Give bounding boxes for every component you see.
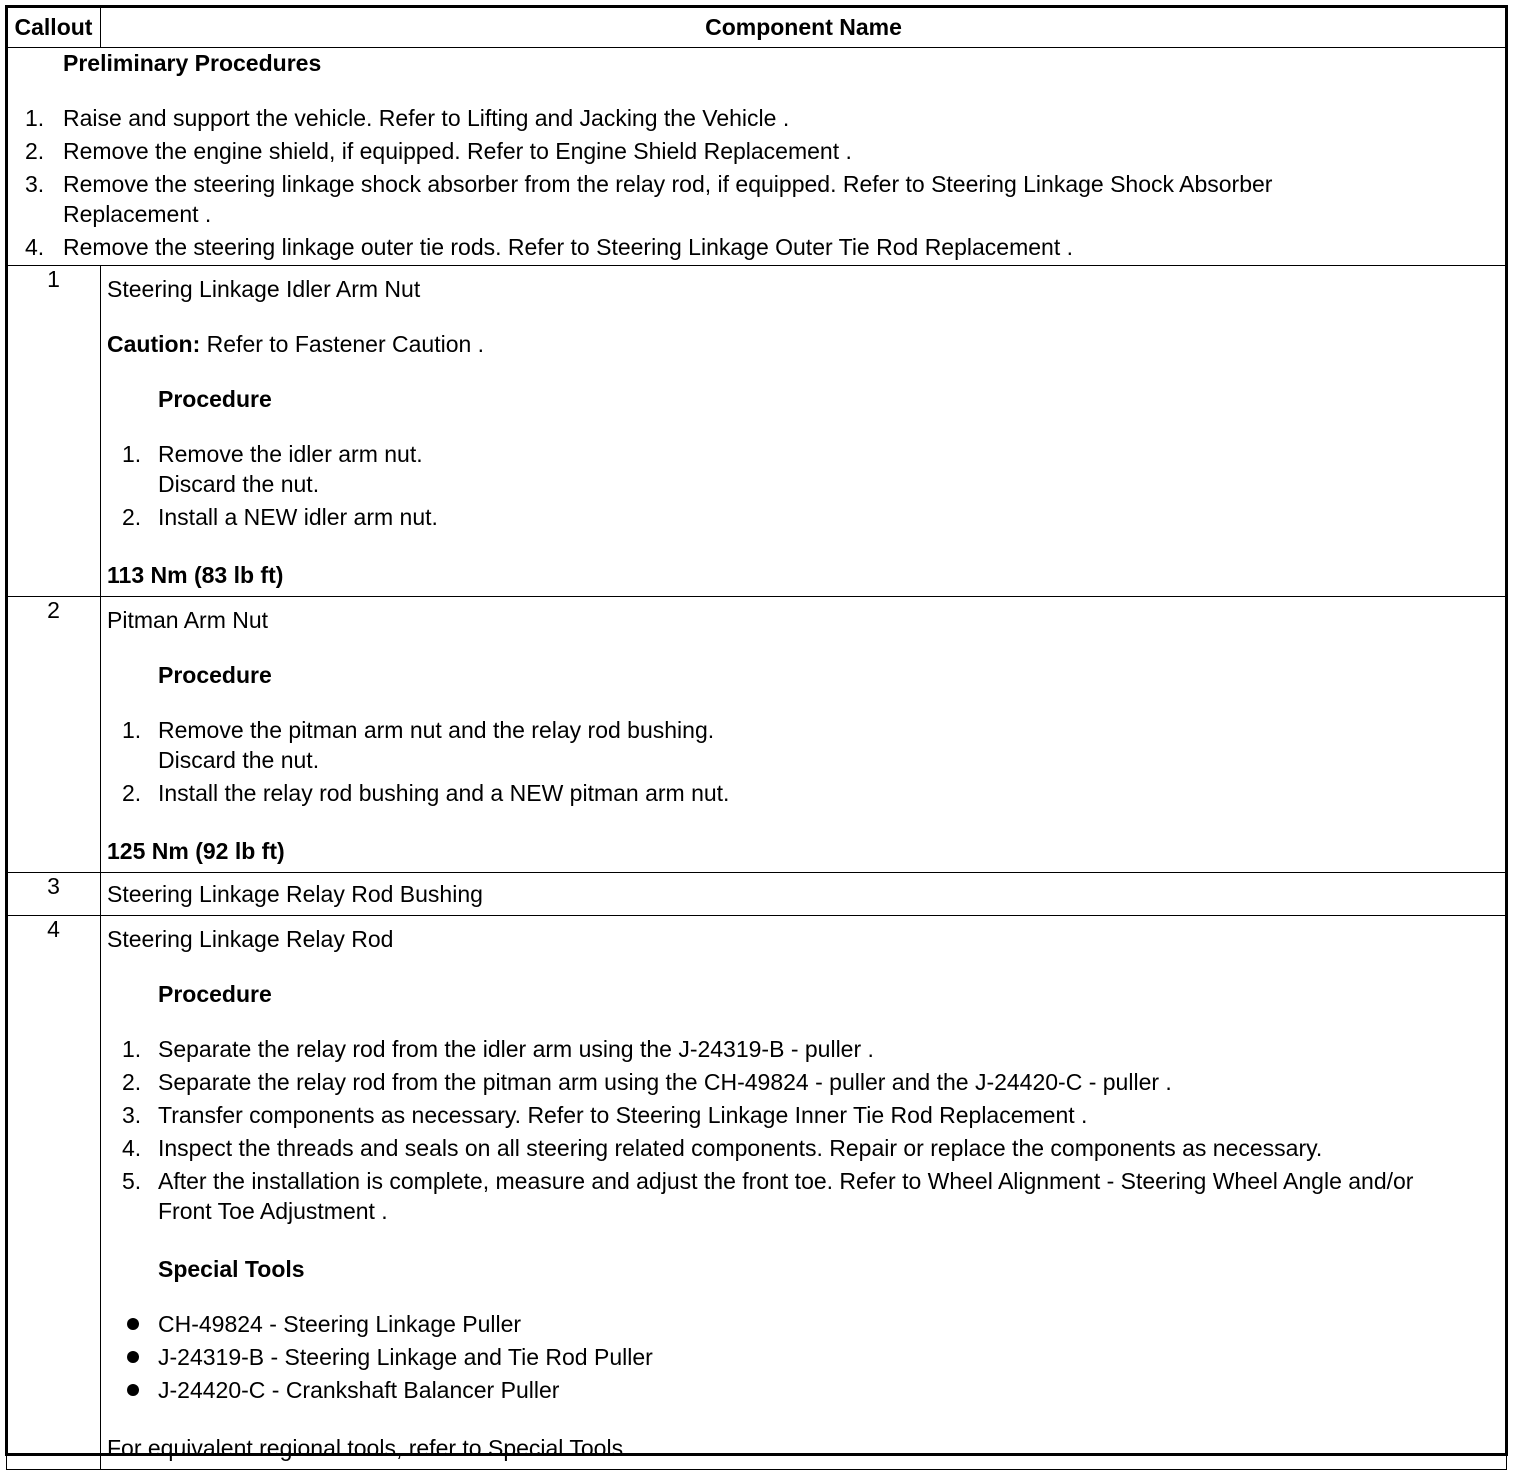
special-tools-title: Special Tools <box>158 1256 305 1282</box>
procedure-title: Procedure <box>158 981 272 1007</box>
preliminary-procedures <box>7 48 1507 266</box>
bullet-icon <box>127 1318 139 1330</box>
component-name: Steering Linkage Idler Arm Nut <box>107 276 421 302</box>
component-name: Pitman Arm Nut <box>107 607 269 633</box>
component-cell <box>101 873 1507 916</box>
component-name: Steering Linkage Relay Rod Bushing <box>107 881 483 907</box>
list-item: 2. Remove the engine shield, if equipped. Refer to Engine Shield Replacement . <box>25 138 852 164</box>
list-item: 2. Install the relay rod bushing and a NEW pitman arm nut. <box>122 780 730 806</box>
component-cell <box>101 597 1507 873</box>
header-row <box>7 7 1507 48</box>
list-item: 4. Remove the steering linkage outer tie rods. Refer to Steering Linkage Outer Tie Rod Replacement . <box>25 234 1073 260</box>
bullet-icon <box>127 1351 139 1363</box>
callout-cell: 3 <box>7 873 101 916</box>
list-item: 2. Install a NEW idler arm nut. <box>122 504 438 530</box>
component-name-header: Component Name <box>101 7 1507 48</box>
torque-spec: 113 Nm (83 lb ft) <box>107 562 284 588</box>
special-tools-list <box>107 1309 1500 1405</box>
list-item: 3. Remove the steering linkage shock absorber from the relay rod, if equipped. Refer to Steering Linkage Shock Absorber Replacement . <box>25 171 1273 227</box>
table-row <box>7 266 1507 597</box>
callout-cell: 2 <box>7 597 101 873</box>
component-table <box>6 6 1507 1470</box>
list-item: 3. Transfer components as necessary. Refer to Steering Linkage Inner Tie Rod Replacement . <box>122 1102 1088 1128</box>
list-item: 2. Separate the relay rod from the pitman arm using the CH-49824 - puller and the J-24420-C - puller . <box>122 1069 1172 1095</box>
preliminary-steps <box>7 103 1506 262</box>
list-item: 1. Remove the idler arm nut. Discard the nut. <box>122 441 423 497</box>
list-item: 4. Inspect the threads and seals on all steering related components. Repair or replace the components as necessary. <box>122 1135 1323 1161</box>
table-row <box>7 873 1507 916</box>
component-cell <box>101 916 1507 1470</box>
procedure-steps <box>107 715 1500 808</box>
list-item: J-24319-B - Steering Linkage and Tie Rod Puller <box>107 1342 1500 1372</box>
caution: Caution: Refer to Fastener Caution . <box>107 331 485 357</box>
procedure-title: Procedure <box>158 662 272 688</box>
bullet-icon <box>127 1384 139 1396</box>
component-cell <box>101 266 1507 597</box>
callout-cell: 1 <box>7 266 101 597</box>
table-row <box>7 597 1507 873</box>
list-item: J-24420-C - Crankshaft Balancer Puller <box>107 1375 1500 1405</box>
list-item: CH-49824 - Steering Linkage Puller <box>107 1309 1500 1339</box>
procedure-title: Procedure <box>158 386 272 412</box>
list-item: 1. Remove the pitman arm nut and the relay rod bushing. Discard the nut. <box>122 717 715 773</box>
torque-spec: 125 Nm (92 lb ft) <box>107 838 285 864</box>
callout-cell: 4 <box>7 916 101 1470</box>
preliminary-row <box>7 48 1507 266</box>
component-name: Steering Linkage Relay Rod <box>107 926 394 952</box>
procedure-steps <box>107 439 1500 532</box>
regional-tools-note: For equivalent regional tools, refer to Special Tools . <box>107 1435 636 1461</box>
callout-header: Callout <box>7 7 101 48</box>
preliminary-title: Preliminary Procedures <box>63 50 322 76</box>
table-row <box>7 916 1507 1470</box>
list-item: 1. Raise and support the vehicle. Refer to Lifting and Jacking the Vehicle . <box>25 105 790 131</box>
procedure-steps <box>107 1034 1500 1226</box>
list-item: 5. After the installation is complete, measure and adjust the front toe. Refer to Wheel Alignment - Steering Wheel Angle and/or Front Toe Adjustment . <box>122 1168 1414 1224</box>
list-item: 1. Separate the relay rod from the idler arm using the J-24319-B - puller . <box>122 1036 874 1062</box>
